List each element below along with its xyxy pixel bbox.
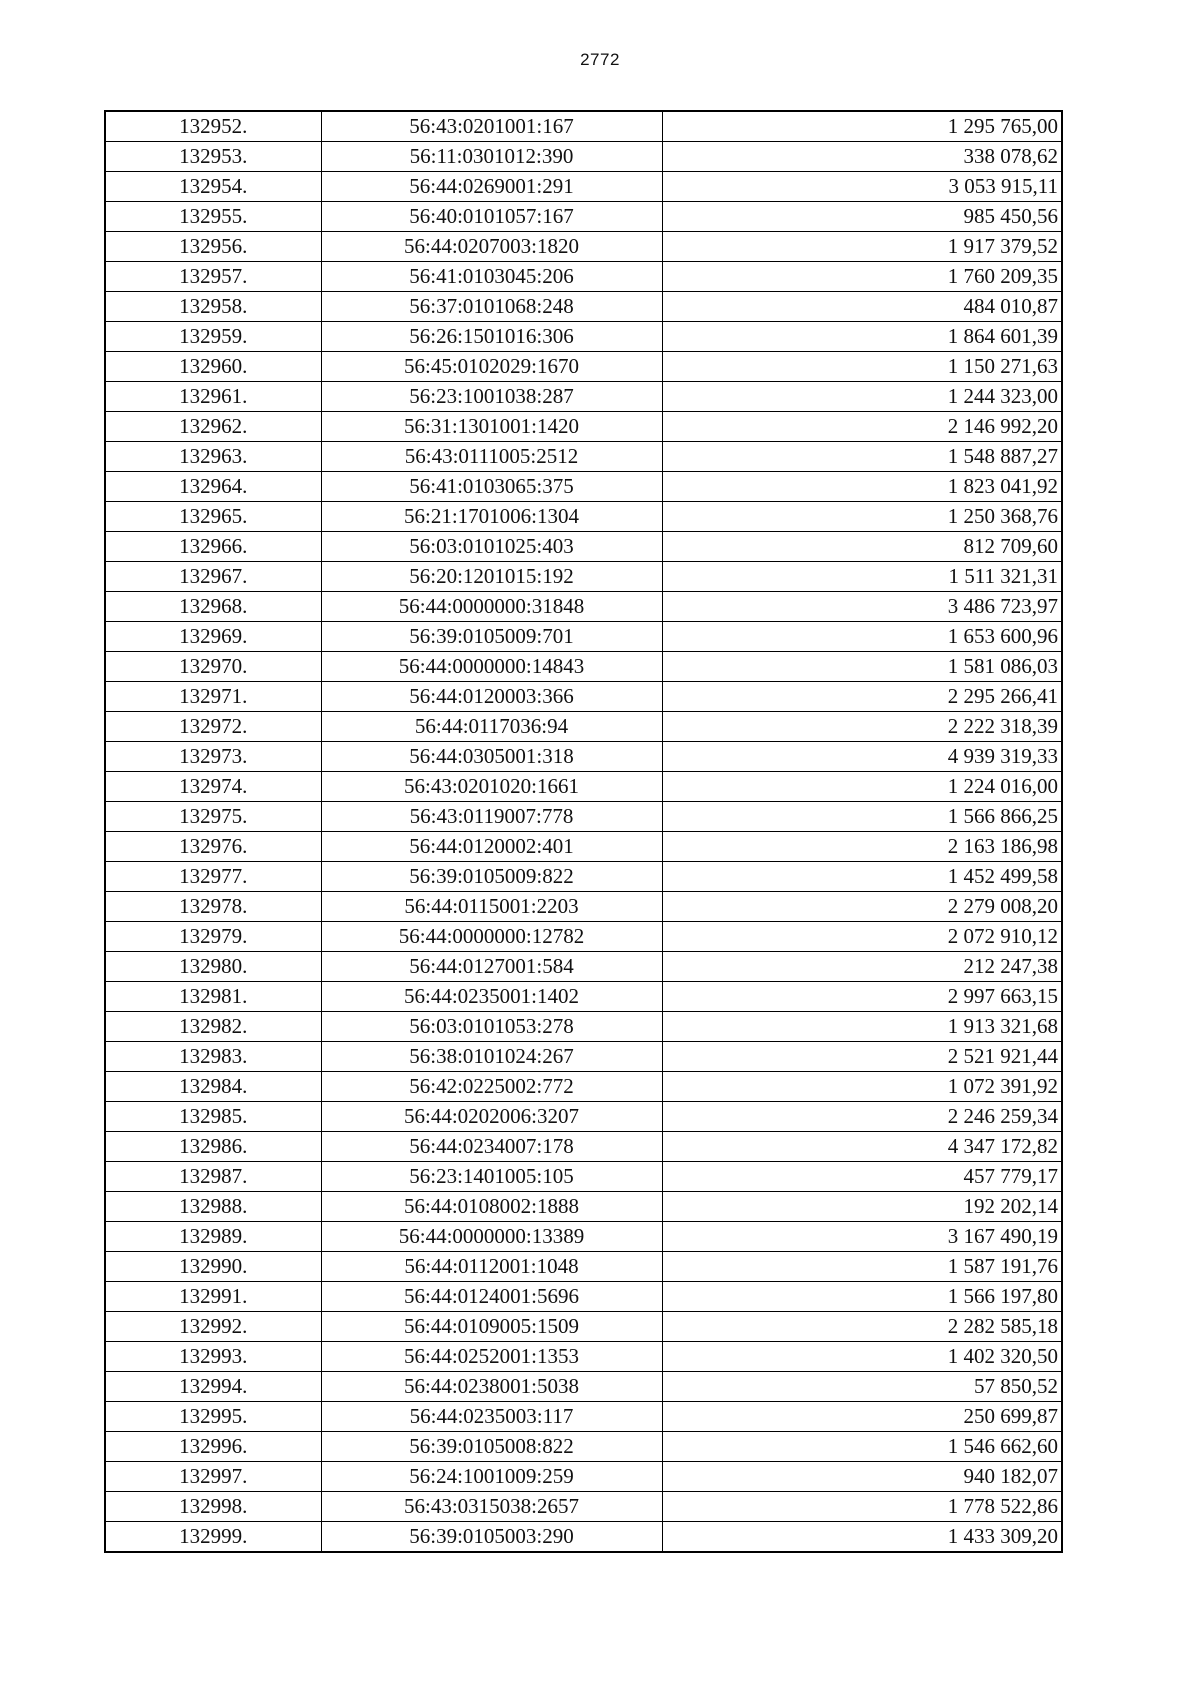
table-row xyxy=(105,1372,1062,1402)
table-row xyxy=(105,742,1062,772)
table-row xyxy=(105,1192,1062,1222)
value-cell: 2 246 259,34 xyxy=(662,1102,1062,1132)
table-row xyxy=(105,922,1062,952)
value-cell: 1 433 309,20 xyxy=(662,1522,1062,1553)
row-number-cell: 132981. xyxy=(105,982,321,1012)
table-row xyxy=(105,982,1062,1012)
cadastral-number-cell: 56:41:0103065:375 xyxy=(321,472,662,502)
cadastral-number-cell: 56:39:0105009:822 xyxy=(321,862,662,892)
value-cell: 2 146 992,20 xyxy=(662,412,1062,442)
row-number-cell: 132955. xyxy=(105,202,321,232)
row-number-cell: 132989. xyxy=(105,1222,321,1252)
value-cell: 457 779,17 xyxy=(662,1162,1062,1192)
table-row xyxy=(105,892,1062,922)
cadastral-number-cell: 56:24:1001009:259 xyxy=(321,1462,662,1492)
table-row xyxy=(105,1102,1062,1132)
cadastral-number-cell: 56:44:0207003:1820 xyxy=(321,232,662,262)
cadastral-number-cell: 56:44:0108002:1888 xyxy=(321,1192,662,1222)
table-row xyxy=(105,1312,1062,1342)
table-row xyxy=(105,562,1062,592)
row-number-cell: 132987. xyxy=(105,1162,321,1192)
value-cell: 812 709,60 xyxy=(662,532,1062,562)
value-cell: 2 279 008,20 xyxy=(662,892,1062,922)
value-cell: 1 295 765,00 xyxy=(662,111,1062,142)
value-cell: 3 167 490,19 xyxy=(662,1222,1062,1252)
table-row xyxy=(105,352,1062,382)
table-row xyxy=(105,1012,1062,1042)
row-number-cell: 132977. xyxy=(105,862,321,892)
page-number: 2772 xyxy=(580,50,620,69)
row-number-cell: 132992. xyxy=(105,1312,321,1342)
cadastral-number-cell: 56:44:0235001:1402 xyxy=(321,982,662,1012)
value-cell: 2 521 921,44 xyxy=(662,1042,1062,1072)
table-row xyxy=(105,412,1062,442)
table-row xyxy=(105,1462,1062,1492)
cadastral-number-cell: 56:21:1701006:1304 xyxy=(321,502,662,532)
row-number-cell: 132983. xyxy=(105,1042,321,1072)
value-cell: 1 760 209,35 xyxy=(662,262,1062,292)
value-cell: 2 163 186,98 xyxy=(662,832,1062,862)
table-row xyxy=(105,442,1062,472)
cadastral-number-cell: 56:43:0201020:1661 xyxy=(321,772,662,802)
row-number-cell: 132952. xyxy=(105,111,321,142)
row-number-cell: 132980. xyxy=(105,952,321,982)
value-cell: 4 939 319,33 xyxy=(662,742,1062,772)
cadastral-number-cell: 56:44:0202006:3207 xyxy=(321,1102,662,1132)
value-cell: 1 244 323,00 xyxy=(662,382,1062,412)
value-cell: 1 581 086,03 xyxy=(662,652,1062,682)
row-number-cell: 132995. xyxy=(105,1402,321,1432)
table-row xyxy=(105,292,1062,322)
cadastral-number-cell: 56:44:0000000:12782 xyxy=(321,922,662,952)
cadastral-number-cell: 56:44:0252001:1353 xyxy=(321,1342,662,1372)
table-row xyxy=(105,142,1062,172)
cadastral-number-cell: 56:11:0301012:390 xyxy=(321,142,662,172)
row-number-cell: 132964. xyxy=(105,472,321,502)
cadastral-number-cell: 56:44:0127001:584 xyxy=(321,952,662,982)
table-row xyxy=(105,592,1062,622)
row-number-cell: 132997. xyxy=(105,1462,321,1492)
cadastral-number-cell: 56:20:1201015:192 xyxy=(321,562,662,592)
row-number-cell: 132969. xyxy=(105,622,321,652)
value-cell: 1 150 271,63 xyxy=(662,352,1062,382)
value-cell: 250 699,87 xyxy=(662,1402,1062,1432)
value-cell: 1 566 866,25 xyxy=(662,802,1062,832)
table-row xyxy=(105,772,1062,802)
row-number-cell: 132990. xyxy=(105,1252,321,1282)
cadastral-number-cell: 56:40:0101057:167 xyxy=(321,202,662,232)
table-row xyxy=(105,1432,1062,1462)
row-number-cell: 132993. xyxy=(105,1342,321,1372)
value-cell: 1 823 041,92 xyxy=(662,472,1062,502)
table-row xyxy=(105,322,1062,352)
value-cell: 4 347 172,82 xyxy=(662,1132,1062,1162)
table-row xyxy=(105,262,1062,292)
value-cell: 1 452 499,58 xyxy=(662,862,1062,892)
value-cell: 940 182,07 xyxy=(662,1462,1062,1492)
cadastral-number-cell: 56:43:0111005:2512 xyxy=(321,442,662,472)
row-number-cell: 132994. xyxy=(105,1372,321,1402)
value-cell: 2 295 266,41 xyxy=(662,682,1062,712)
cadastral-number-cell: 56:43:0201001:167 xyxy=(321,111,662,142)
table-row xyxy=(105,382,1062,412)
row-number-cell: 132979. xyxy=(105,922,321,952)
table-row xyxy=(105,1072,1062,1102)
value-cell: 2 997 663,15 xyxy=(662,982,1062,1012)
cadastral-number-cell: 56:44:0112001:1048 xyxy=(321,1252,662,1282)
value-cell: 1 653 600,96 xyxy=(662,622,1062,652)
row-number-cell: 132984. xyxy=(105,1072,321,1102)
table-row xyxy=(105,502,1062,532)
cadastral-number-cell: 56:44:0305001:318 xyxy=(321,742,662,772)
row-number-cell: 132957. xyxy=(105,262,321,292)
cadastral-number-cell: 56:03:0101053:278 xyxy=(321,1012,662,1042)
cadastral-number-cell: 56:44:0234007:178 xyxy=(321,1132,662,1162)
table-row xyxy=(105,802,1062,832)
value-cell: 1 546 662,60 xyxy=(662,1432,1062,1462)
row-number-cell: 132985. xyxy=(105,1102,321,1132)
table-row xyxy=(105,652,1062,682)
row-number-cell: 132972. xyxy=(105,712,321,742)
value-cell: 3 486 723,97 xyxy=(662,592,1062,622)
cadastral-number-cell: 56:44:0269001:291 xyxy=(321,172,662,202)
value-cell: 484 010,87 xyxy=(662,292,1062,322)
cadastral-number-cell: 56:44:0109005:1509 xyxy=(321,1312,662,1342)
cadastral-table xyxy=(104,110,1063,1553)
cadastral-number-cell: 56:31:1301001:1420 xyxy=(321,412,662,442)
table-row xyxy=(105,111,1062,142)
cadastral-number-cell: 56:44:0000000:31848 xyxy=(321,592,662,622)
cadastral-number-cell: 56:44:0238001:5038 xyxy=(321,1372,662,1402)
value-cell: 1 548 887,27 xyxy=(662,442,1062,472)
row-number-cell: 132996. xyxy=(105,1432,321,1462)
value-cell: 1 224 016,00 xyxy=(662,772,1062,802)
row-number-cell: 132998. xyxy=(105,1492,321,1522)
cadastral-number-cell: 56:44:0124001:5696 xyxy=(321,1282,662,1312)
cadastral-number-cell: 56:45:0102029:1670 xyxy=(321,352,662,382)
row-number-cell: 132959. xyxy=(105,322,321,352)
row-number-cell: 132954. xyxy=(105,172,321,202)
value-cell: 1 250 368,76 xyxy=(662,502,1062,532)
value-cell: 1 402 320,50 xyxy=(662,1342,1062,1372)
value-cell: 2 222 318,39 xyxy=(662,712,1062,742)
table-row xyxy=(105,202,1062,232)
row-number-cell: 132976. xyxy=(105,832,321,862)
cadastral-number-cell: 56:42:0225002:772 xyxy=(321,1072,662,1102)
cadastral-number-cell: 56:26:1501016:306 xyxy=(321,322,662,352)
row-number-cell: 132988. xyxy=(105,1192,321,1222)
table-row xyxy=(105,532,1062,562)
cadastral-number-cell: 56:44:0235003:117 xyxy=(321,1402,662,1432)
value-cell: 57 850,52 xyxy=(662,1372,1062,1402)
cadastral-number-cell: 56:38:0101024:267 xyxy=(321,1042,662,1072)
cadastral-number-cell: 56:44:0115001:2203 xyxy=(321,892,662,922)
table-row xyxy=(105,862,1062,892)
table-row xyxy=(105,682,1062,712)
table-row xyxy=(105,1492,1062,1522)
value-cell: 212 247,38 xyxy=(662,952,1062,982)
cadastral-number-cell: 56:44:0120003:366 xyxy=(321,682,662,712)
value-cell: 192 202,14 xyxy=(662,1192,1062,1222)
row-number-cell: 132961. xyxy=(105,382,321,412)
cadastral-number-cell: 56:03:0101025:403 xyxy=(321,532,662,562)
cadastral-number-cell: 56:23:1401005:105 xyxy=(321,1162,662,1192)
cadastral-number-cell: 56:44:0120002:401 xyxy=(321,832,662,862)
value-cell: 2 072 910,12 xyxy=(662,922,1062,952)
row-number-cell: 132974. xyxy=(105,772,321,802)
row-number-cell: 132978. xyxy=(105,892,321,922)
table-row xyxy=(105,1342,1062,1372)
table-row xyxy=(105,1252,1062,1282)
row-number-cell: 132965. xyxy=(105,502,321,532)
row-number-cell: 132967. xyxy=(105,562,321,592)
row-number-cell: 132999. xyxy=(105,1522,321,1553)
cadastral-number-cell: 56:44:0000000:13389 xyxy=(321,1222,662,1252)
row-number-cell: 132953. xyxy=(105,142,321,172)
table-row xyxy=(105,952,1062,982)
table-row xyxy=(105,1222,1062,1252)
cadastral-number-cell: 56:39:0105009:701 xyxy=(321,622,662,652)
value-cell: 1 778 522,86 xyxy=(662,1492,1062,1522)
cadastral-number-cell: 56:37:0101068:248 xyxy=(321,292,662,322)
value-cell: 2 282 585,18 xyxy=(662,1312,1062,1342)
row-number-cell: 132971. xyxy=(105,682,321,712)
value-cell: 1 917 379,52 xyxy=(662,232,1062,262)
cadastral-number-cell: 56:23:1001038:287 xyxy=(321,382,662,412)
table-row xyxy=(105,172,1062,202)
table-row xyxy=(105,232,1062,262)
row-number-cell: 132982. xyxy=(105,1012,321,1042)
cadastral-number-cell: 56:39:0105003:290 xyxy=(321,1522,662,1553)
row-number-cell: 132963. xyxy=(105,442,321,472)
table-row xyxy=(105,1282,1062,1312)
value-cell: 1 587 191,76 xyxy=(662,1252,1062,1282)
cadastral-number-cell: 56:41:0103045:206 xyxy=(321,262,662,292)
table-body xyxy=(105,111,1062,1552)
value-cell: 1 072 391,92 xyxy=(662,1072,1062,1102)
table-row xyxy=(105,1522,1062,1553)
table-row xyxy=(105,472,1062,502)
cadastral-table-wrapper xyxy=(104,110,1063,1553)
value-cell: 3 053 915,11 xyxy=(662,172,1062,202)
cadastral-number-cell: 56:43:0119007:778 xyxy=(321,802,662,832)
row-number-cell: 132986. xyxy=(105,1132,321,1162)
row-number-cell: 132970. xyxy=(105,652,321,682)
value-cell: 1 864 601,39 xyxy=(662,322,1062,352)
row-number-cell: 132960. xyxy=(105,352,321,382)
table-row xyxy=(105,622,1062,652)
value-cell: 1 566 197,80 xyxy=(662,1282,1062,1312)
row-number-cell: 132956. xyxy=(105,232,321,262)
cadastral-number-cell: 56:43:0315038:2657 xyxy=(321,1492,662,1522)
value-cell: 1 511 321,31 xyxy=(662,562,1062,592)
cadastral-number-cell: 56:44:0000000:14843 xyxy=(321,652,662,682)
value-cell: 985 450,56 xyxy=(662,202,1062,232)
table-row xyxy=(105,1042,1062,1072)
value-cell: 338 078,62 xyxy=(662,142,1062,172)
row-number-cell: 132962. xyxy=(105,412,321,442)
table-row xyxy=(105,1402,1062,1432)
row-number-cell: 132968. xyxy=(105,592,321,622)
cadastral-number-cell: 56:39:0105008:822 xyxy=(321,1432,662,1462)
row-number-cell: 132991. xyxy=(105,1282,321,1312)
row-number-cell: 132966. xyxy=(105,532,321,562)
table-row xyxy=(105,1162,1062,1192)
table-row xyxy=(105,832,1062,862)
row-number-cell: 132973. xyxy=(105,742,321,772)
row-number-cell: 132958. xyxy=(105,292,321,322)
value-cell: 1 913 321,68 xyxy=(662,1012,1062,1042)
row-number-cell: 132975. xyxy=(105,802,321,832)
table-row xyxy=(105,1132,1062,1162)
cadastral-number-cell: 56:44:0117036:94 xyxy=(321,712,662,742)
table-row xyxy=(105,712,1062,742)
